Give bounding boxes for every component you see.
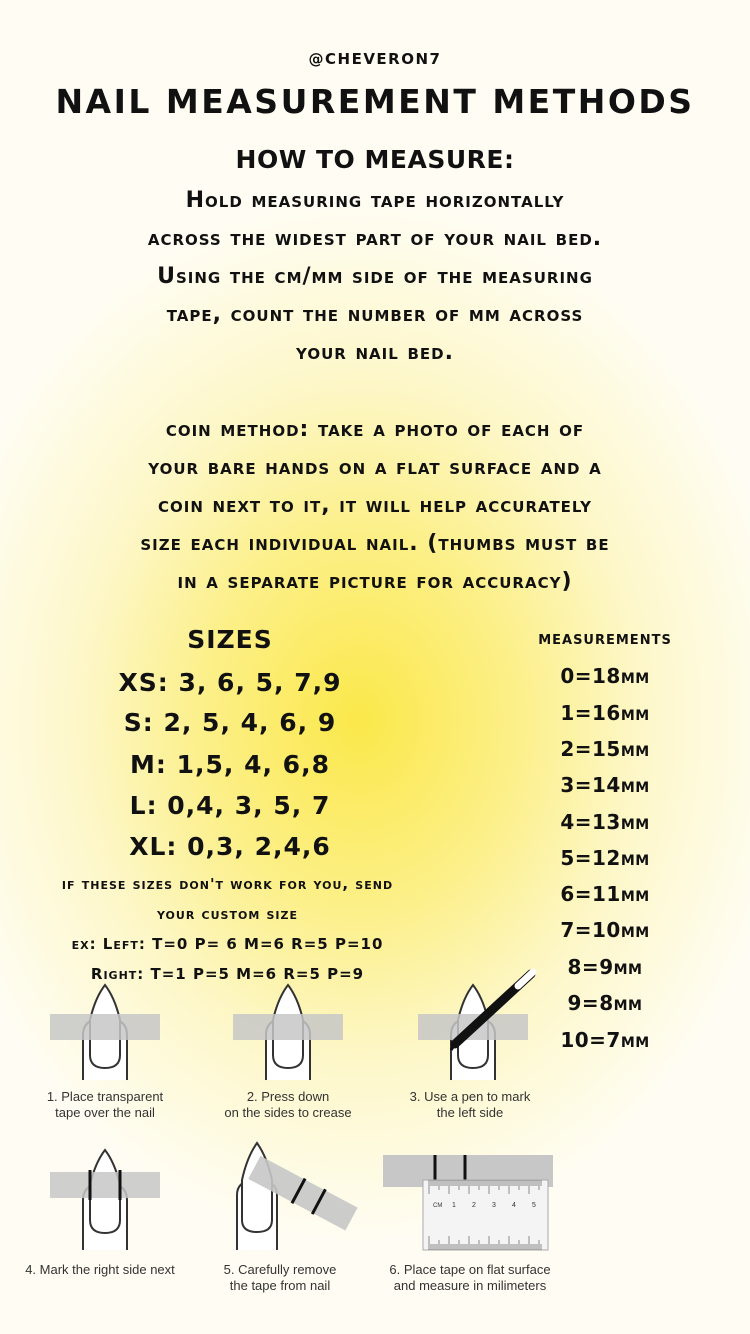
coin-method-instructions (85, 411, 665, 601)
instagram-handle: @CHEVERON7 (308, 50, 442, 68)
measurement-item: 9=8mm (567, 991, 643, 1015)
size-s: S: 2, 5, 4, 6, 9 (123, 708, 337, 737)
step1-caption (15, 1089, 195, 1121)
ruler-number: 1 (452, 1202, 456, 1209)
tape-strip (233, 1014, 343, 1040)
measurement-item: 10=7mm (560, 1028, 650, 1052)
ruler-number: 3 (492, 1202, 496, 1209)
text-line: coin method: take a photo of each of (165, 417, 585, 442)
measurement-item: 2=15mm (560, 737, 650, 761)
measurement-item: 7=10mm (560, 918, 650, 942)
step5-caption (195, 1262, 365, 1294)
ruler-unit-label: CM (433, 1203, 443, 1209)
text-line: size each individual nail. (thumbs must be (140, 531, 610, 556)
text-line: across the widest part of your nail bed. (147, 226, 603, 251)
size-m: M: 1,5, 4, 6,8 (130, 750, 330, 779)
caption-line: 6. Place tape on flat surface (389, 1262, 551, 1277)
measurements-heading: measurements (538, 628, 672, 649)
note-line: if these sizes don't work for you, send (61, 875, 394, 893)
ruler-number: 2 (472, 1202, 476, 1209)
custom-size-note (15, 869, 440, 989)
page-title: NAIL MEASUREMENT METHODS (55, 82, 695, 121)
caption-line: the left side (436, 1105, 504, 1120)
finger-nail-icon (237, 1143, 277, 1250)
tape-strip (50, 1172, 160, 1198)
text-line: in a separate picture for accuracy) (177, 569, 573, 594)
step3-caption (385, 1089, 555, 1121)
sizes-heading: SIZES (187, 625, 273, 654)
how-to-heading: HOW TO MEASURE: (235, 145, 515, 174)
caption-line: 3. Use a pen to mark (409, 1089, 531, 1104)
text-line: your bare hands on a flat surface and a (148, 455, 602, 480)
caption-line: 1. Place transparent (46, 1089, 164, 1104)
step4-illustration (45, 1140, 165, 1250)
size-xs: XS: 3, 6, 5, 7,9 (118, 668, 342, 697)
step2-illustration (228, 980, 348, 1080)
text-line: your nail bed. (296, 340, 454, 365)
text-line: tape, count the number of mm across (166, 302, 584, 327)
step6-illustration (383, 1150, 553, 1255)
step2-caption (198, 1089, 378, 1121)
measurement-item: 3=14mm (560, 773, 650, 797)
step4-caption (10, 1262, 190, 1278)
caption-line: 5. Carefully remove (223, 1262, 337, 1277)
measurement-item: 0=18mm (560, 664, 650, 688)
step3-illustration (413, 960, 543, 1080)
text-line: Hold measuring tape horizontally (185, 188, 565, 213)
caption-line: 4. Mark the right side next (25, 1262, 175, 1277)
measurement-item: 6=11mm (560, 882, 650, 906)
caption-line: the tape from nail (229, 1278, 331, 1293)
measurement-item: 1=16mm (560, 701, 650, 725)
measurement-item: 5=12mm (560, 846, 650, 870)
caption-line: 2. Press down (246, 1089, 330, 1104)
caption-line: and measure in milimeters (393, 1278, 547, 1293)
step6-caption (375, 1262, 565, 1294)
caption-line: on the sides to crease (224, 1105, 352, 1120)
note-line: Right: T=1 P=5 M=6 R=5 P=9 (90, 965, 365, 983)
step5-illustration (222, 1135, 357, 1250)
size-l: L: 0,4, 3, 5, 7 (129, 791, 331, 820)
text-line: coin next to it, it will help accurately (157, 493, 593, 518)
caption-line: tape over the nail (55, 1105, 155, 1120)
text-line: Using the cm/mm side of the measuring (157, 264, 593, 289)
note-line: ex: Left: T=0 P= 6 M=6 R=5 P=10 (71, 935, 384, 953)
measurement-item: 4=13mm (560, 810, 650, 834)
measurement-item: 8=9mm (567, 955, 643, 979)
step1-illustration (45, 980, 165, 1080)
tape-method-instructions (95, 182, 655, 372)
ruler-number: 4 (512, 1202, 516, 1209)
tape-strip (50, 1014, 160, 1040)
note-line: your custom size (156, 905, 298, 923)
ruler-number: 5 (532, 1202, 536, 1209)
size-xl: XL: 0,3, 2,4,6 (129, 832, 331, 861)
